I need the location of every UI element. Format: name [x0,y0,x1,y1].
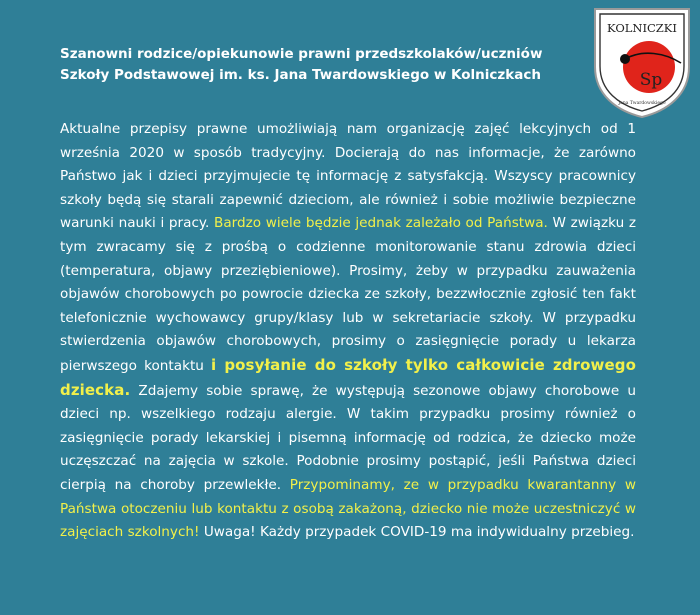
body-paragraph-2: W związku z tym zwracamy się z prośbą o codzienne monitorowanie stanu zdrowia dzieci (temperatura, objawy przeziębieniowe). Prosimy, żeby w przypadku zauważenia objawów chorobowych po powrocie dziecka ze szkoły, bezzwłocznie zgłosić ten fakt telefonicznie wychowawcy grupy/klasy lub w sekretariacie szkoły. W przypadku stwierdzenia objawów chorobowych, prosimy o zasięgnięcie porady u lekarza pierwszego kontaktu [60,215,637,374]
logo-motto: Jana Twardowskiego [618,101,666,106]
logo-title: KOLNICZKI [607,21,677,35]
highlight-parents-role: Bardzo wiele będzie jednak zależało od Państwa. [214,215,548,232]
highlight-healthy-child: i posyłanie do szkoły tylko całkowicie zdrowego dziecka. [60,355,636,399]
notice-heading [60,44,580,86]
school-logo-emblem [589,5,695,119]
heading-line-2: Szkoły Podstawowej im. ks. Jana Twardowskiego w Kolniczkach [60,67,541,83]
body-paragraph-4: Uwaga! Każdy przypadek COVID-19 ma indywidualny przebieg. [199,524,635,541]
heading-line-1: Szanowni rodzice/opiekunowie prawni przedszkolaków/uczniów [60,46,543,62]
highlight-quarantine: Przypominamy, ze w przypadku kwarantanny w Państwa otoczeniu lub kontaktu z osobą zakażoną, dziecko nie może uczestniczyć w zajęciach szkolnych! [60,476,637,541]
body-paragraph-3: Zdajemy sobie sprawę, że występują sezonowe objawy chorobowe u dzieci np. wszelkiego rodzaju alergie. W takim przypadku prosimy również o zasięgnięcie porady lekarskiej i pisemną informację od rodzica, że dziecko może uczęszczać na zajęcia w szkole. Podobnie prosimy postąpić, jeśli Państwa dzieci cierpią na choroby przewlekłe. [60,382,636,493]
logo-monogram: Sp [639,70,663,90]
notice-body [60,118,636,545]
body-paragraph-1: Aktualne przepisy prawne umożliwiają nam organizację zajęć lekcyjnych od 1 września 2020 w sposób tradycyjny. Docierają do nas informacje, że zarówno Państwo jak i dzieci przyjmujecie tę informację z satysfakcją. Wszyscy pracownicy szkoły będą się starali zapewnić dzieciom, ale również i sobie możliwie bezpieczne warunki nauki i pracy. [60,121,636,232]
